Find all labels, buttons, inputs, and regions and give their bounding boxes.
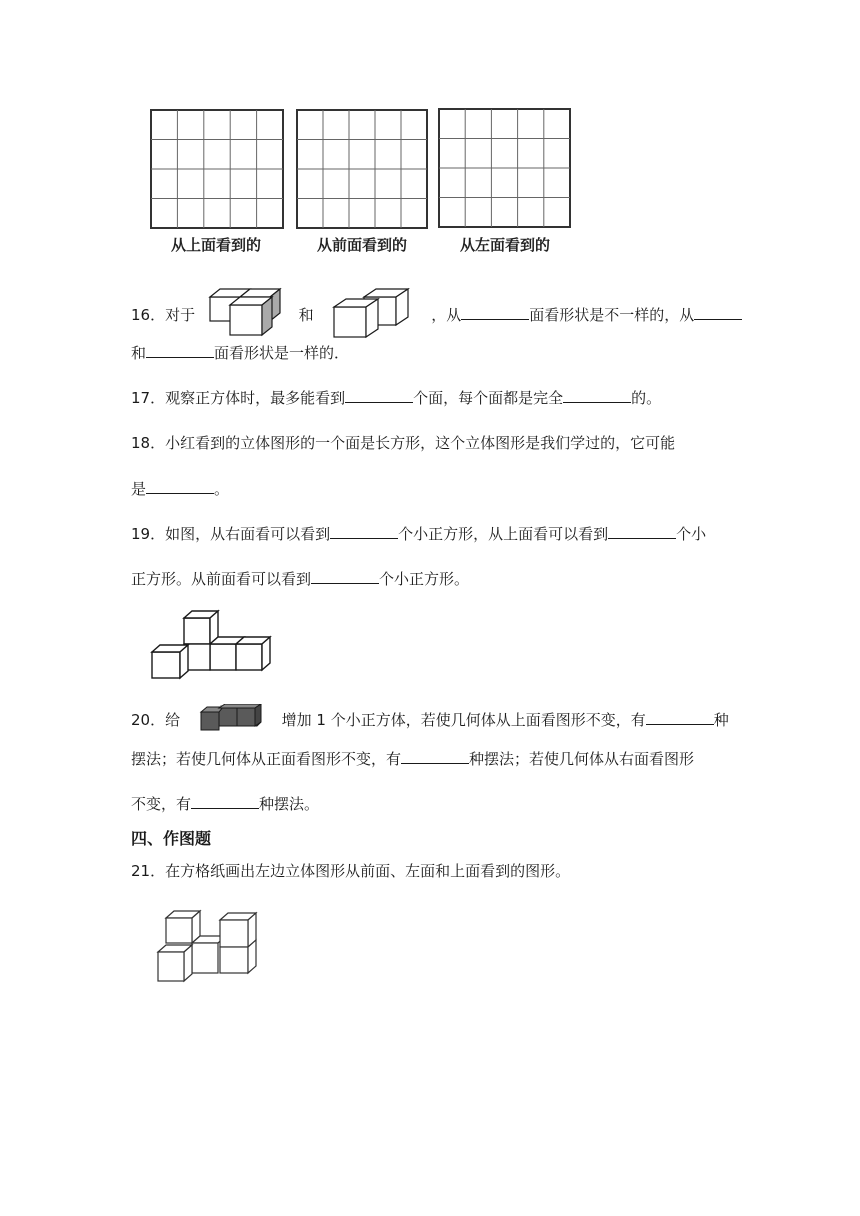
q18-blank-1[interactable] <box>146 479 214 494</box>
q19-text-2: 个小正方形，从上面看可以看到 <box>398 525 609 543</box>
q20-blank-2[interactable] <box>401 749 469 764</box>
question-18-line-2 <box>131 479 229 499</box>
grid-caption-left: 从左面看到的 <box>459 236 550 254</box>
q17-blank-1[interactable] <box>345 388 413 403</box>
q20-text-5: 种摆法；若使几何体从右面看图形 <box>469 750 695 768</box>
q19-cube-figure <box>148 608 274 682</box>
question-20-line-2 <box>131 749 694 769</box>
q19-text-4: 正方形。从前面看可以看到 <box>131 570 312 588</box>
question-18-line-1 <box>131 433 675 453</box>
q21-cube-figure <box>154 908 262 986</box>
grid-left-view <box>437 106 573 258</box>
grid-left-view-drawing <box>437 106 573 232</box>
q16-text-2: 面看形状是不一样的，从 <box>529 306 695 324</box>
q18-text-1: 18．小红看到的立体图形的一个面是长方形，这个立体图形是我们学过的，它可能 <box>131 434 676 452</box>
q20-text-3: 种 <box>713 711 729 729</box>
q16-text-1: ，从 <box>431 306 462 324</box>
q18-text-3: 。 <box>214 480 230 498</box>
q19-blank-1[interactable] <box>330 524 398 539</box>
q17-text-3: 的。 <box>631 389 662 407</box>
q20-dark-cube-figure <box>199 704 265 737</box>
q18-text-2: 是 <box>131 480 147 498</box>
q20-text-4: 摆法；若使几何体从正面看图形不变，有 <box>131 750 402 768</box>
q19-text-5: 个小正方形。 <box>379 570 470 588</box>
grid-caption-front: 从前面看到的 <box>316 236 407 254</box>
q20-text-2: 增加 1 个小正方体，若使几何体从上面看图形不变，有 <box>281 711 646 729</box>
section-heading: 四、作图题 <box>131 829 212 848</box>
view-grids <box>148 106 573 258</box>
q16-blank-3[interactable] <box>146 343 214 358</box>
q16-text-3: 和 <box>131 344 147 362</box>
q19-text-3: 个小 <box>676 525 707 543</box>
q16-and: 和 <box>298 306 314 324</box>
q17-blank-2[interactable] <box>563 388 631 403</box>
question-17 <box>131 388 661 408</box>
grid-top-view-drawing <box>148 106 284 232</box>
q16-text-4: 面看形状是一样的． <box>214 344 350 362</box>
q19-blank-2[interactable] <box>608 524 676 539</box>
q19-text-1: 19．如图，从右面看可以看到 <box>131 525 331 543</box>
q17-text-2: 个面，每个面都是完全 <box>413 389 564 407</box>
question-19-line-2 <box>131 569 469 589</box>
question-21: 21．在方格纸画出左边立体图形从前面、左面和上面看到的图形。 <box>131 862 571 880</box>
q16-blank-2[interactable] <box>694 305 742 320</box>
grid-front-view-drawing <box>294 106 430 232</box>
question-20-line-3 <box>131 794 319 814</box>
question-20-line-1 <box>131 704 729 737</box>
grid-front-view <box>294 106 430 258</box>
grid-top-view <box>148 106 284 258</box>
q19-blank-3[interactable] <box>311 569 379 584</box>
q20-blank-3[interactable] <box>191 794 259 809</box>
q16-blank-1[interactable] <box>461 305 529 320</box>
q20-text-6: 不变，有 <box>131 795 192 813</box>
q17-text-1: 17．观察正方体时，最多能看到 <box>131 389 346 407</box>
question-16-line-2 <box>131 343 349 363</box>
question-19-line-1 <box>131 524 706 544</box>
q20-text-1: 20．给 <box>131 711 181 729</box>
q16-number: 16．对于 <box>131 306 196 324</box>
question-16-line-1 <box>131 287 742 344</box>
q20-blank-1[interactable] <box>646 710 714 725</box>
q16-cube-figure-a <box>208 287 286 344</box>
q20-text-7: 种摆法。 <box>259 795 320 813</box>
q16-cube-figure-b <box>332 287 418 344</box>
grid-caption-top: 从上面看到的 <box>170 236 261 254</box>
